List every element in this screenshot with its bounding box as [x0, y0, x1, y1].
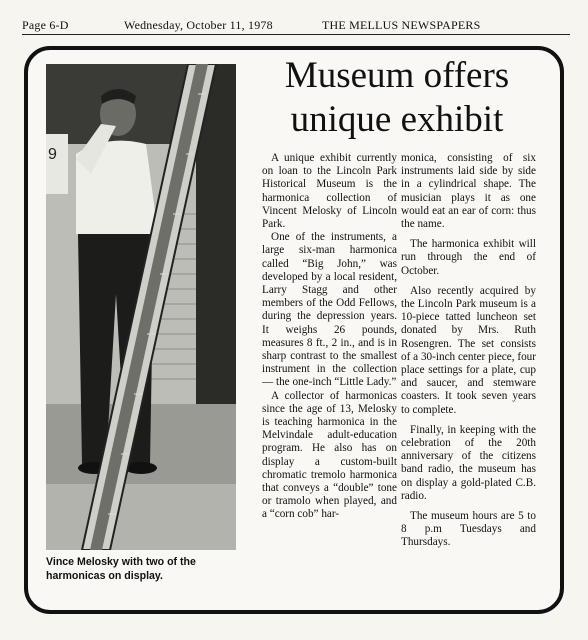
header-rule — [22, 34, 570, 35]
photo-caption: Vince Melosky with two of the harmonicas on display. — [46, 556, 196, 582]
page-number: Page 6-D — [22, 18, 69, 32]
paragraph: A unique exhibit currently on loan to the Lincoln Park Historical Museum is the harmonica collection of Vincent Melosky of Lincoln Park. — [262, 152, 397, 231]
article-column-1 — [262, 152, 397, 522]
newspaper-name: THE MELLUS NEWSPAPERS — [322, 18, 481, 32]
paragraph: Also recently acquired by the Lincoln Park museum is a 10-piece tatted luncheon set donated by Mrs. Ruth Rosengren. The set consists of a 30-inch center piece, four place settings for a plate, cup and saucer, and stemware coasters. It took seven years to complete. — [401, 284, 536, 416]
paragraph: A collector of harmonicas since the age of 13, Melosky is teaching harmonica in the Melvindale adult-education program. He also has on display a custom-built chromatic tremolo harmonica that conveys a “double” tone or tramolo when played, and a “corn cob” har- — [262, 389, 397, 521]
paragraph: Finally, in keeping with the celebration of the 20th anniversary of the citizens band radio, the museum has on display a gold-plated C.B. radio. — [401, 423, 536, 502]
headline-line-1: Museum offers — [284, 55, 510, 96]
paragraph: monica, consisting of six instruments laid side by side in a cylindrical shape. The musician plays it as one would eat an ear of corn: thus the name. — [401, 152, 536, 231]
paragraph: The harmonica exhibit will run through the end of October. — [401, 238, 536, 277]
headline — [252, 54, 542, 142]
headline-line-2: unique exhibit — [290, 99, 504, 140]
paragraph: The museum hours are 5 to 8 p.m Tuesdays and Thursdays. — [401, 510, 536, 549]
man-with-harmonicas-photo — [46, 64, 236, 550]
article-photo — [46, 64, 236, 550]
svg-text:9: 9 — [48, 146, 57, 163]
paragraph: One of the instruments, a large six-man harmonica called “Big John,” was developed by a local resident, Larry Stagg and other members of the Odd Fellows, during the depression years. It weighs 26 pounds, measures 8 ft., 2 in., and is in sharp contrast to the smallest instrument in the collection — the one-inch “Little Lady.” — [262, 231, 397, 389]
article-column-2 — [401, 152, 536, 550]
publication-date: Wednesday, October 11, 1978 — [124, 18, 273, 32]
